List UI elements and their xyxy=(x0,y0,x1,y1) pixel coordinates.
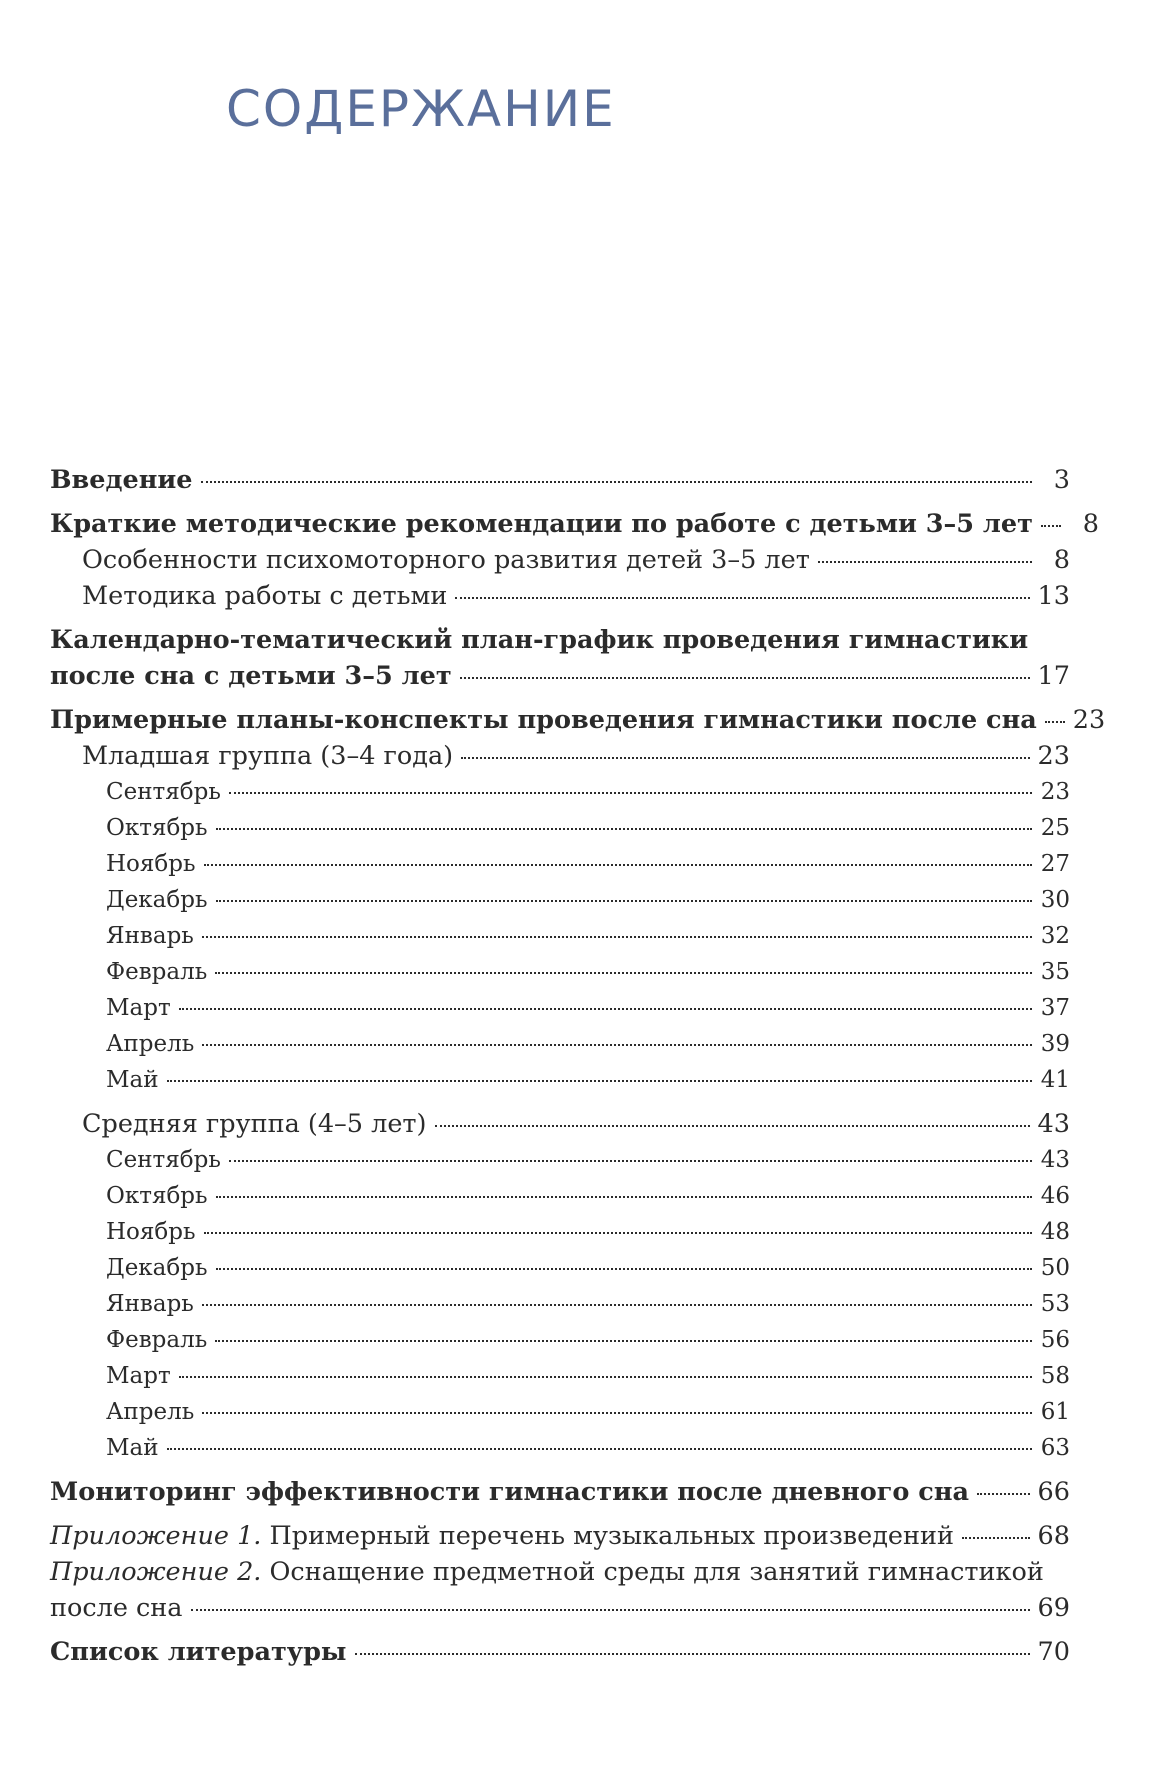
toc-page-number: 43 xyxy=(1037,1109,1070,1139)
middle-months-list xyxy=(50,1142,1070,1466)
dot-leader xyxy=(216,828,1032,830)
dot-leader xyxy=(435,1125,1030,1127)
toc-page-number: 39 xyxy=(1040,1031,1070,1057)
toc-label xyxy=(50,1518,954,1554)
toc-entry-middle-group[interactable] xyxy=(50,1106,1070,1142)
toc-page-number: 70 xyxy=(1037,1637,1070,1667)
appendix-prefix: Приложение 1. xyxy=(50,1521,262,1551)
toc-page-number: 23 xyxy=(1037,741,1070,771)
toc-page-number: 61 xyxy=(1040,1399,1070,1425)
toc-label: Краткие методические рекомендации по работе с детьми 3–5 лет xyxy=(50,509,1033,539)
dot-leader xyxy=(204,1232,1032,1234)
toc-label: Февраль xyxy=(106,959,208,985)
toc-entry-month[interactable] xyxy=(50,1062,1070,1098)
toc-label: Апрель xyxy=(106,1031,195,1057)
toc-page-number: 8 xyxy=(1053,545,1070,575)
dot-leader xyxy=(355,1653,1030,1655)
toc-label: Примерные планы-конспекты проведения гимнастики после сна xyxy=(50,705,1037,735)
toc-label: Список литературы xyxy=(50,1637,347,1667)
toc-page-number: 69 xyxy=(1037,1593,1070,1623)
toc-label: Сентябрь xyxy=(106,1147,221,1173)
toc-label: Февраль xyxy=(106,1327,208,1353)
dot-leader xyxy=(962,1537,1030,1539)
dot-leader xyxy=(215,1340,1032,1342)
dot-leader xyxy=(179,1376,1032,1378)
toc-label: Мониторинг эффективности гимнастики после дневного сна xyxy=(50,1477,970,1507)
dot-leader xyxy=(461,757,1029,759)
toc-page-number: 53 xyxy=(1040,1291,1070,1317)
toc-entry-month[interactable] xyxy=(50,810,1070,846)
toc-page-number: 37 xyxy=(1040,995,1070,1021)
toc-label: Младшая группа (3–4 года) xyxy=(82,741,454,771)
dot-leader xyxy=(191,1609,1030,1611)
toc-entry-month[interactable] xyxy=(50,1394,1070,1430)
dot-leader xyxy=(202,1412,1032,1414)
dot-leader xyxy=(202,1044,1032,1046)
dot-leader xyxy=(818,561,1032,563)
toc-label: после сна xyxy=(50,1593,183,1623)
toc-entry-month[interactable] xyxy=(50,1250,1070,1286)
toc-label: Декабрь xyxy=(106,1255,208,1281)
toc-entry-month[interactable] xyxy=(50,1358,1070,1394)
toc-label: Сентябрь xyxy=(106,779,221,805)
toc-entry-month[interactable] xyxy=(50,846,1070,882)
toc-entry-introduction[interactable] xyxy=(50,462,1070,498)
toc-label: Особенности психомоторного развития детей 3–5 лет xyxy=(82,545,810,575)
toc-entry-literature[interactable] xyxy=(50,1634,1070,1670)
toc-page-number: 17 xyxy=(1037,661,1070,691)
toc-label: Март xyxy=(106,995,171,1021)
toc-page-number: 58 xyxy=(1040,1363,1070,1389)
toc-entry-month[interactable] xyxy=(50,882,1070,918)
toc-entry-appendix-2-line2[interactable] xyxy=(50,1590,1070,1626)
toc-page-number: 35 xyxy=(1040,959,1070,985)
dot-leader xyxy=(167,1448,1032,1450)
toc-entry-calendar-plan-line2[interactable] xyxy=(50,658,1070,694)
toc-label: Май xyxy=(106,1067,159,1093)
toc-label: Октябрь xyxy=(106,815,208,841)
dot-leader xyxy=(179,1008,1032,1010)
toc-entry-month[interactable] xyxy=(50,1430,1070,1466)
toc-entry-month[interactable] xyxy=(50,1178,1070,1214)
toc-entry-calendar-plan-line1[interactable] xyxy=(50,622,1070,658)
junior-months-list xyxy=(50,774,1070,1098)
toc-entry-month[interactable] xyxy=(50,954,1070,990)
dot-leader xyxy=(201,481,1032,483)
dot-leader xyxy=(455,597,1029,599)
toc-label: Декабрь xyxy=(106,887,208,913)
toc-page-number: 23 xyxy=(1040,779,1070,805)
dot-leader xyxy=(216,900,1033,902)
toc-entry-month[interactable] xyxy=(50,1286,1070,1322)
toc-entry-month[interactable] xyxy=(50,774,1070,810)
toc-label: после сна с детьми 3–5 лет xyxy=(50,661,452,691)
toc-label: Октябрь xyxy=(106,1183,208,1209)
dot-leader xyxy=(202,1304,1032,1306)
toc-page-number: 41 xyxy=(1040,1067,1070,1093)
toc-page-number: 63 xyxy=(1040,1435,1070,1461)
toc-page-number: 27 xyxy=(1040,851,1070,877)
dot-leader xyxy=(216,1196,1032,1198)
toc-entry-month[interactable] xyxy=(50,1322,1070,1358)
toc-label: Май xyxy=(106,1435,159,1461)
toc-label: Январь xyxy=(106,923,194,949)
toc-entry-monitoring[interactable] xyxy=(50,1474,1070,1510)
toc-page-number: 25 xyxy=(1040,815,1070,841)
toc-page-number: 66 xyxy=(1037,1477,1070,1507)
dot-leader xyxy=(167,1080,1032,1082)
appendix-title: Оснащение предметной среды для занятий гимнастикой xyxy=(261,1557,1044,1587)
page-title: СОДЕРЖАНИЕ xyxy=(226,80,616,138)
toc-entry-month[interactable] xyxy=(50,1142,1070,1178)
dot-leader xyxy=(460,677,1030,679)
dot-leader xyxy=(216,1268,1033,1270)
toc-entry-month[interactable] xyxy=(50,1026,1070,1062)
appendix-title: Примерный перечень музыкальных произведений xyxy=(261,1521,954,1551)
table-of-contents xyxy=(50,462,1106,1670)
toc-label: Март xyxy=(106,1363,171,1389)
toc-page-number: 68 xyxy=(1037,1521,1070,1551)
toc-label xyxy=(50,1554,1044,1590)
dot-leader xyxy=(202,936,1032,938)
toc-entry-appendix-2-line1[interactable] xyxy=(50,1554,1070,1590)
dot-leader xyxy=(229,792,1032,794)
toc-page-number: 30 xyxy=(1040,887,1070,913)
toc-page-number: 48 xyxy=(1040,1219,1070,1245)
toc-entry-methodology[interactable] xyxy=(50,578,1070,614)
toc-entry-month[interactable] xyxy=(50,1214,1070,1250)
toc-page-number: 32 xyxy=(1040,923,1070,949)
toc-page-number: 8 xyxy=(1082,509,1099,539)
toc-page-number: 23 xyxy=(1072,705,1106,735)
toc-entry-sample-plans[interactable] xyxy=(50,702,1106,738)
toc-entry-brief-recommendations[interactable] xyxy=(50,506,1099,542)
toc-label: Введение xyxy=(50,465,193,495)
dot-leader xyxy=(1041,525,1061,527)
dot-leader xyxy=(977,1493,1030,1495)
toc-entry-appendix-1[interactable] xyxy=(50,1518,1070,1554)
toc-label: Ноябрь xyxy=(106,851,196,877)
dot-leader xyxy=(229,1160,1032,1162)
toc-entry-month[interactable] xyxy=(50,918,1070,954)
appendix-prefix: Приложение 2. xyxy=(50,1557,262,1587)
dot-leader xyxy=(204,864,1032,866)
toc-page-number: 50 xyxy=(1040,1255,1070,1281)
toc-entry-psychomotor-features[interactable] xyxy=(50,542,1070,578)
toc-label: Ноябрь xyxy=(106,1219,196,1245)
toc-label: Методика работы с детьми xyxy=(82,581,448,611)
toc-entry-junior-group[interactable] xyxy=(50,738,1070,774)
toc-page-number: 43 xyxy=(1040,1147,1070,1173)
toc-label: Календарно-тематический план-график проведения гимнастики xyxy=(50,625,1029,655)
dot-leader xyxy=(1045,721,1065,723)
toc-entry-month[interactable] xyxy=(50,990,1070,1026)
toc-label: Январь xyxy=(106,1291,194,1317)
toc-label: Средняя группа (4–5 лет) xyxy=(82,1109,427,1139)
toc-page-number: 3 xyxy=(1053,465,1070,495)
dot-leader xyxy=(215,972,1032,974)
toc-page-number: 46 xyxy=(1040,1183,1070,1209)
toc-label: Апрель xyxy=(106,1399,195,1425)
toc-page-number: 56 xyxy=(1040,1327,1070,1353)
toc-page-number: 13 xyxy=(1037,581,1070,611)
